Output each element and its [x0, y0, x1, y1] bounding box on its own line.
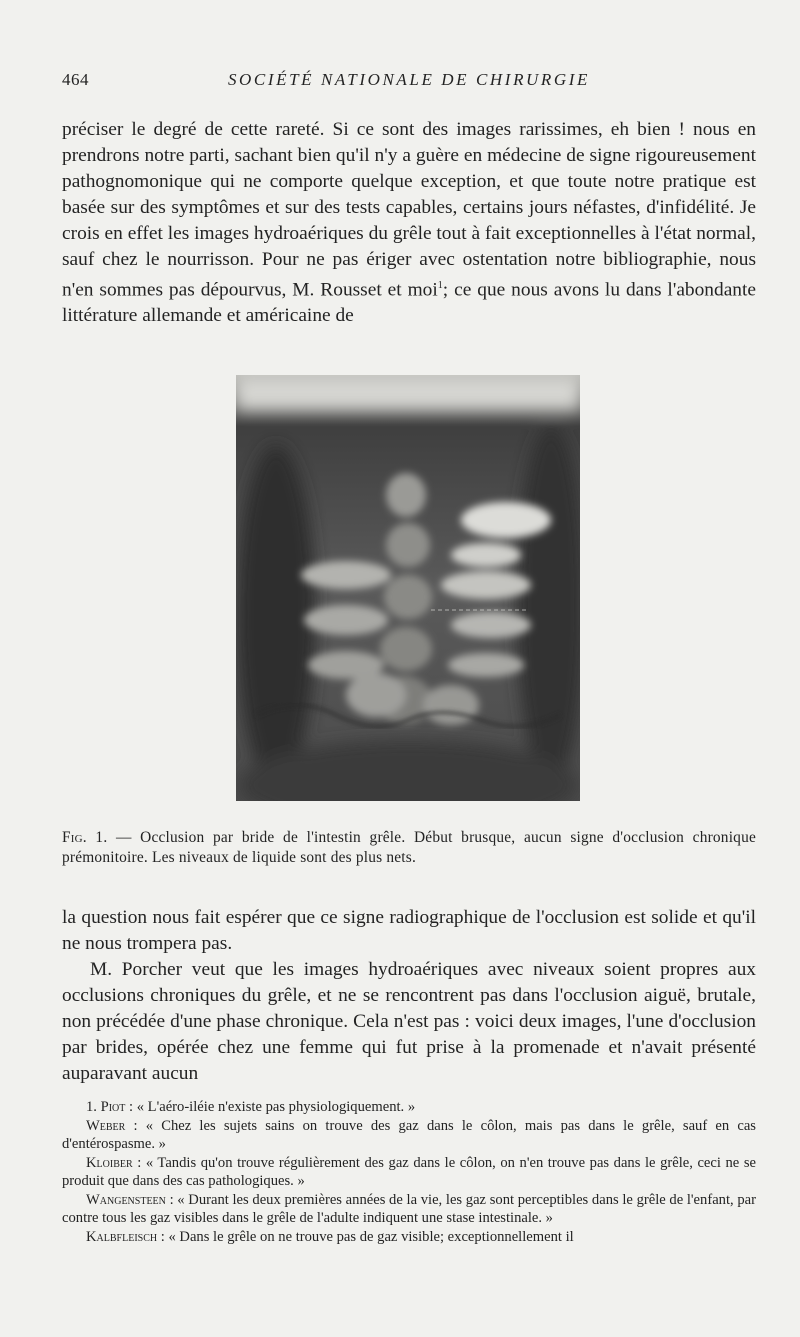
figure-label: Fig. 1. [62, 829, 108, 846]
paragraph-1-text: préciser le degré de cette rareté. Si ce sont des images rarissimes, eh bien ! nous en prendrons notre parti, sachant bien qu'il n'y a guère en médecine de signe rigoureusement pathognomonique qui ne comporte quelque exception, et que toute notre pratique est basée sur des symptômes et sur des tests capables, certains jours néfastes, d'infidélité. Je crois en effet les images hydroaériques du grêle tout à fait exceptionnelles à l'état normal, sauf chez le nourrisson. Pour ne pas ériger avec ostentation notre bibliographie, nous n'en sommes pas dépourvus, M. Rousset et moi [62, 119, 756, 301]
footnote-text: : « Durant les deux premières années de la vie, les gaz sont perceptibles dans le grêle de l'enfant, par contre tous les gaz visibles dans le grêle de l'adulte indiquent une stase intestinale. » [62, 1191, 756, 1226]
figure-caption-text: — Occlusion par bride de l'intestin grêle. Début brusque, aucun signe d'occlusion chronique prémonitoire. Les niveaux de liquide sont des plus nets. [62, 829, 757, 866]
footnote-reference: 1 [437, 280, 443, 291]
running-head [62, 70, 756, 94]
footnote-text: : « Tandis qu'on trouve régulièrement des gaz dans le côlon, on n'en trouve pas dans le grêle, ceci ne se produit que dans des cas pathologiques. » [62, 1154, 756, 1189]
paragraph-1-end: ; ce que nous avons lu dans l'abondante littérature allemande et américaine de [62, 279, 756, 327]
radiograph-image [236, 375, 580, 801]
footnote-author: Weber [86, 1117, 126, 1134]
footnote-text: : « Chez les sujets sains on trouve des gaz dans le côlon, mais pas dans le grêle, sauf en cas d'entérospasme. » [62, 1117, 756, 1152]
footnote-text: : « Dans le grêle on ne trouve pas de gaz visible; exceptionnellement il [157, 1228, 574, 1245]
paragraph-3-text: M. Porcher veut que les images hydroaériques avec niveaux soient propres aux occlusions chroniques du grêle, et ne se rencontrent pas dans l'occlusion aiguë, brutale, non précédée d'une phase chronique. Cela n'est pas : voici deux images, l'une d'occlusion par brides, opérée chez une femme qui fut prise à la promenade et n'avait présenté auparavant aucun [62, 959, 756, 1084]
footnotes [62, 1098, 756, 1246]
journal-title: SOCIÉTÉ NATIONALE DE CHIRURGIE [227, 70, 591, 89]
paragraph-2 [62, 905, 756, 1087]
footnote-author: Kalbfleisch [86, 1228, 158, 1245]
figure-caption [62, 828, 756, 868]
footnote-author: Wangensteen [86, 1191, 166, 1208]
footnote-author: Kloiber [86, 1154, 133, 1171]
page-number: 464 [62, 70, 89, 89]
footnote-author: Piot [100, 1099, 126, 1115]
footnote-item [62, 1117, 756, 1154]
footnote-number: 1. [86, 1099, 101, 1115]
footnote-text: : « L'aéro-iléie n'existe pas physiologiquement. » [125, 1099, 416, 1115]
footnote-item [62, 1154, 756, 1191]
footnote-item [62, 1098, 756, 1117]
footnote-item [62, 1228, 756, 1247]
radiograph-figure [236, 375, 580, 801]
footnote-item [62, 1191, 756, 1228]
paragraph-1 [62, 117, 756, 329]
paragraph-2-text: la question nous fait espérer que ce signe radiographique de l'occlusion est solide et qu'il ne nous trompera pas. [62, 907, 756, 954]
